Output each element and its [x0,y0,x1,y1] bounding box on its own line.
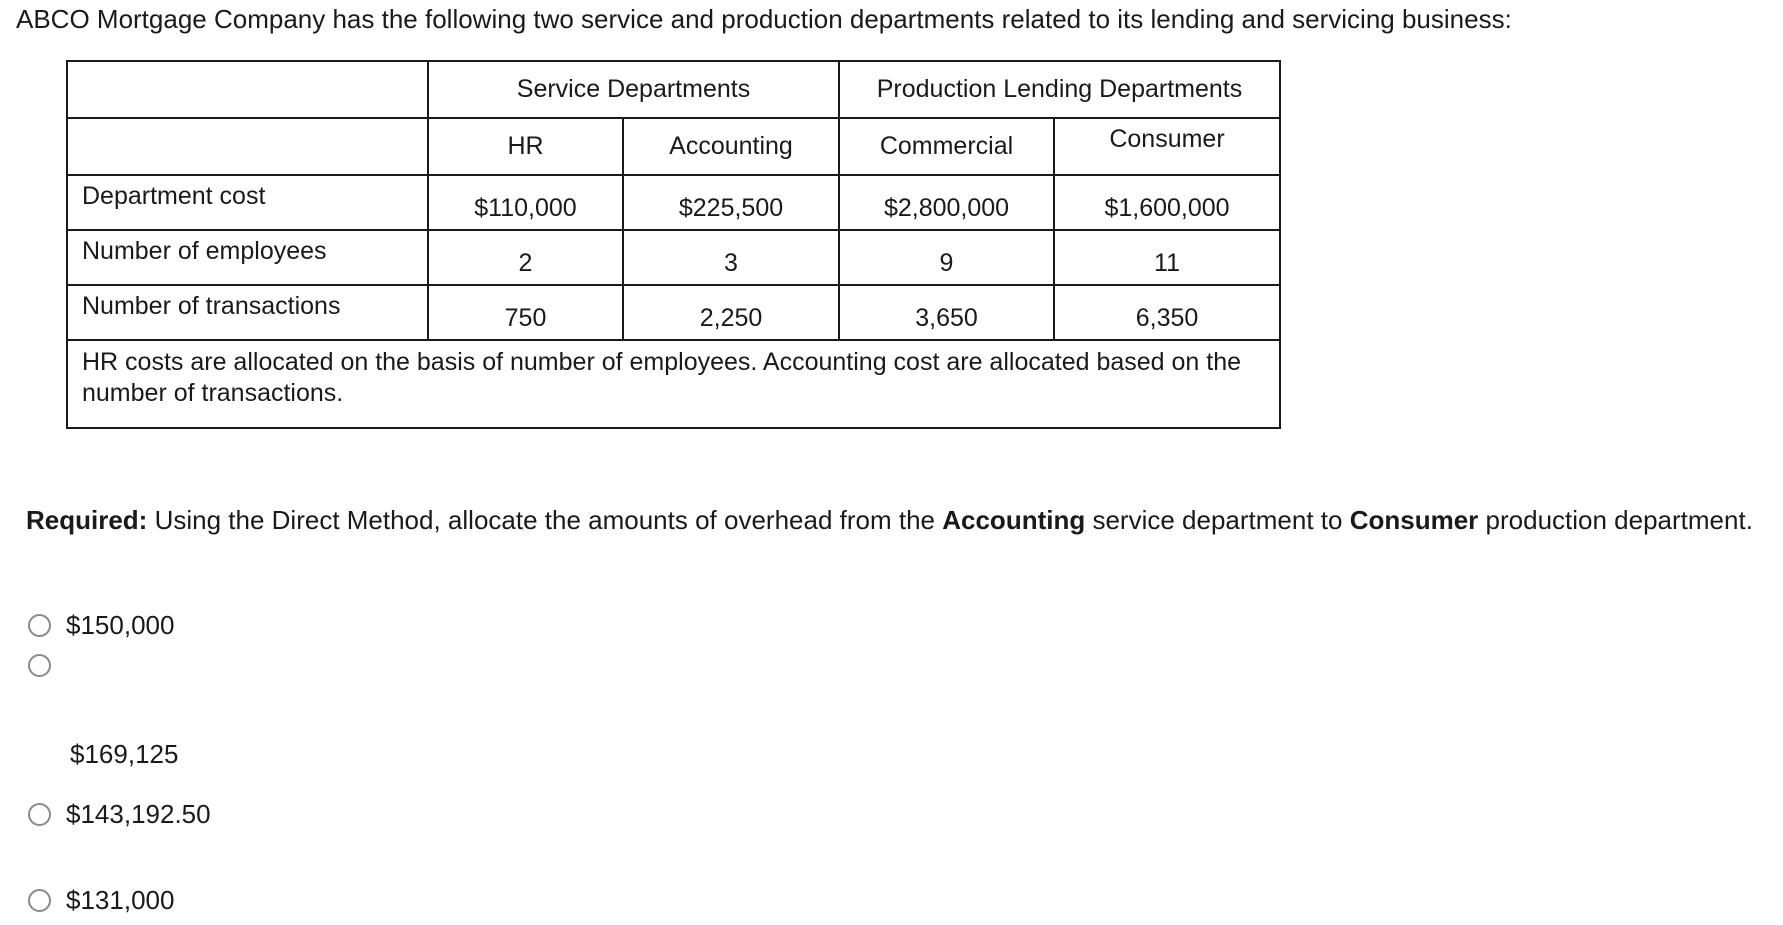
row-label-number-of-employees: Number of employees [67,230,428,285]
empty-header-cell [67,61,428,118]
required-label: Required: [26,505,148,535]
col-header-hr: HR [428,118,623,175]
department-data-table [66,60,1281,429]
allocation-note: HR costs are allocated on the basis of number of employees. Accounting cost are allocated based on the number of transactions. [67,340,1280,428]
table-cell: 3,650 [839,285,1054,340]
table-cell: $1,600,000 [1054,175,1280,230]
table-cell: 6,350 [1054,285,1280,340]
answer-option-label: $131,000 [66,885,175,915]
table-row [67,285,1280,340]
answer-option-1[interactable] [28,610,174,641]
table-row [67,175,1280,230]
row-label-department-cost: Department cost [67,175,428,230]
required-text-1: Using the Direct Method, allocate the amounts of overhead from the [154,505,935,535]
answer-option-label: $150,000 [66,610,175,640]
required-text-2: service department to [1092,505,1343,535]
row-label-number-of-transactions: Number of transactions [67,285,428,340]
answer-option-label: $143,192.50 [66,799,211,829]
table-cell: $110,000 [428,175,623,230]
col-header-consumer: Consumer [1054,118,1280,175]
radio-button[interactable] [28,803,51,826]
required-bold-consumer: Consumer [1349,505,1479,535]
intro-text: ABCO Mortgage Company has the following two service and production departments related to its lending and servicing business: [16,4,1512,34]
answer-option-label-detached: $169,125 [70,739,179,769]
table-cell: 2 [428,230,623,285]
col-header-commercial: Commercial [839,118,1054,175]
radio-button[interactable] [28,614,51,637]
table-cell: 11 [1054,230,1280,285]
service-departments-header: Service Departments [428,61,839,118]
table-cell: 2,250 [623,285,839,340]
radio-button[interactable] [28,889,51,912]
table-cell: $225,500 [623,175,839,230]
production-departments-header: Production Lending Departments [839,61,1280,118]
col-header-accounting: Accounting [623,118,839,175]
required-question [26,505,1753,536]
table-cell: 750 [428,285,623,340]
group-header-row [67,61,1280,118]
answer-option-3[interactable] [28,799,211,830]
empty-header-cell [67,118,428,175]
answer-option-2[interactable] [28,654,66,677]
table-cell: 3 [623,230,839,285]
radio-button[interactable] [28,654,51,677]
table-cell: $2,800,000 [839,175,1054,230]
answer-option-4[interactable] [28,885,174,916]
note-row [67,340,1280,428]
required-bold-accounting: Accounting [942,505,1086,535]
required-text-3: production department. [1485,505,1753,535]
table-cell: 9 [839,230,1054,285]
column-header-row [67,118,1280,175]
table-row [67,230,1280,285]
